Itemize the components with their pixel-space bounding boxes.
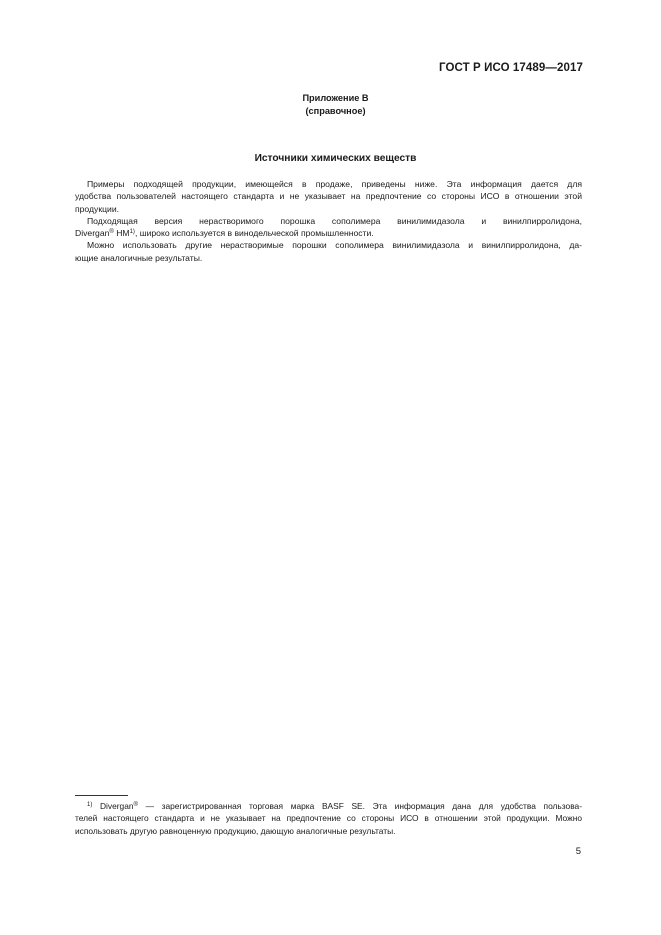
registered-mark: ® xyxy=(109,229,114,236)
footnote-reference: 1) xyxy=(129,229,135,236)
footnote xyxy=(75,800,582,837)
text-run: Примеры подходящей продукции, имеющейся в продаже, приведены ниже. Эта информация дается для xyxy=(87,179,582,189)
annex-heading xyxy=(0,92,661,118)
section-title: Источники химических веществ xyxy=(254,153,417,164)
brand-name: Divergan xyxy=(75,228,110,239)
text-run: использовать другую равноценную продукцию, дающую аналогичные результаты. xyxy=(75,825,396,836)
paragraph-2-line-2 xyxy=(75,227,582,239)
paragraph-1-line-3 xyxy=(75,203,582,215)
document-header-id: ГОСТ Р ИСО 17489—2017 xyxy=(438,62,583,74)
page-number: 5 xyxy=(575,846,581,857)
paragraph-2-line-1 xyxy=(75,215,582,227)
annex-title: Приложение В xyxy=(302,93,369,103)
body-text xyxy=(75,178,582,264)
footnote-marker: 1) xyxy=(87,802,93,808)
paragraph-1-line-2 xyxy=(75,190,582,202)
brand-name: Divergan xyxy=(100,801,134,811)
text-run: — зарегистрированная торговая марка BASF SE. Эта информация дана для удобства пользова- xyxy=(137,801,582,811)
paragraph-3-line-2 xyxy=(75,252,582,264)
text-run: Можно использовать другие нерастворимые порошки сополимера винилимидазола и винилпирролидона, да- xyxy=(87,240,582,251)
annex-subtitle: (справочное) xyxy=(305,106,366,116)
text-run: продукции. xyxy=(75,203,120,214)
footnote-separator xyxy=(75,795,128,796)
text-run: телей настоящего стандарта и не указывает на предпочтение со стороны ИСО в отношении этой продукции. Можно xyxy=(75,813,582,824)
paragraph-3-line-1 xyxy=(75,239,582,251)
text-run: , широко используется в винодельческой промышленности. xyxy=(134,228,374,239)
footnote-line-2 xyxy=(75,812,582,824)
text-run: удобства пользователей настоящего стандарта и не указывает на предпочтение со стороны ИСО в отношении этой xyxy=(75,191,582,202)
text-run: Подходящая версия нерастворимого порошка сополимера винилимидазола и винилпирролидона, xyxy=(87,215,582,226)
paragraph-1-line-1 xyxy=(75,178,582,190)
footnote-line-3 xyxy=(75,825,582,837)
text-run: ющие аналогичные результаты. xyxy=(75,252,203,263)
footnote-line-1 xyxy=(75,800,582,812)
product-model: HM xyxy=(113,228,130,239)
registered-mark: ® xyxy=(133,802,138,808)
